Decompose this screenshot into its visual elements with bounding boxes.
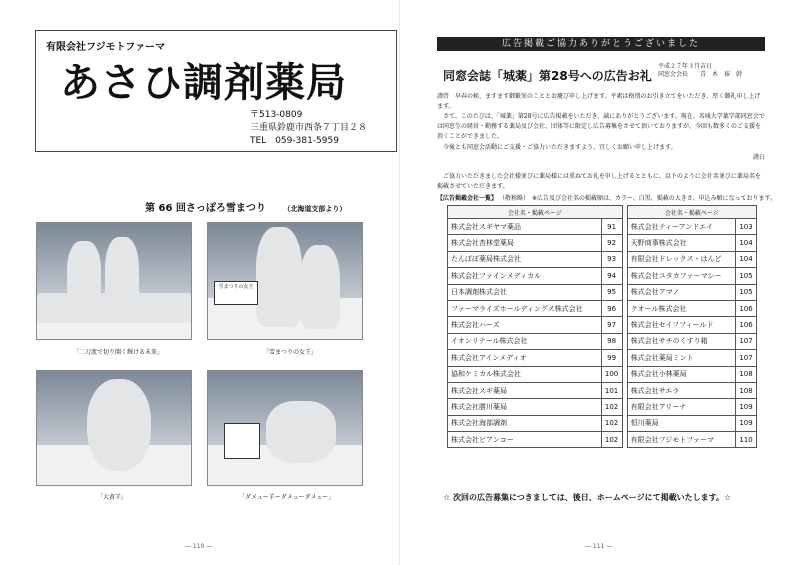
ad-contact-block bbox=[250, 109, 367, 148]
ad-pharmacy-name: あさひ調剤薬局 bbox=[60, 60, 347, 106]
page-number-left: 91 bbox=[601, 219, 622, 235]
snow-sculpture-photo-3 bbox=[36, 370, 192, 486]
page-number-right: 107 bbox=[736, 333, 757, 349]
company-name-right: 株式会社サチのくすり箱 bbox=[627, 333, 735, 349]
company-name-right: 有限会社ドレックス・はんど bbox=[627, 251, 735, 267]
company-name-right: 恒川薬局 bbox=[627, 415, 735, 431]
page-number-right: 108 bbox=[736, 366, 757, 382]
company-name-right: 株式会社セイフフィールド bbox=[627, 317, 735, 333]
right-page-number: ― 111 ― bbox=[585, 543, 613, 550]
date-signature-block bbox=[658, 63, 742, 79]
date-line: 平成２７年３月吉日 bbox=[658, 63, 713, 70]
company-name-left: 株式会社ファインメディカル bbox=[448, 268, 602, 284]
page-number-right: 108 bbox=[736, 382, 757, 398]
company-name-right: 天野商事株式会社 bbox=[627, 235, 735, 251]
company-name-right: クオール株式会社 bbox=[627, 300, 735, 316]
page-number-left: 94 bbox=[601, 268, 622, 284]
list-label: 【広告掲載会社一覧】 bbox=[437, 195, 498, 202]
table-row bbox=[448, 333, 757, 349]
footer-note: ☆ 次回の広告募集につきましては、後日、ホームページにて掲載いたします。☆ bbox=[443, 493, 732, 502]
table-row bbox=[448, 432, 757, 448]
page-number-right: 105 bbox=[736, 268, 757, 284]
snow-sculpture-photo-4 bbox=[207, 370, 363, 486]
page-number-left: 92 bbox=[601, 235, 622, 251]
company-name-left: たんぽぽ薬局株式会社 bbox=[448, 251, 602, 267]
table-row bbox=[448, 284, 757, 300]
page-number-left: 102 bbox=[601, 432, 622, 448]
photo-caption-3: 「大黄羊」 bbox=[97, 494, 128, 501]
table-row bbox=[448, 235, 757, 251]
pharmacy-advertisement bbox=[35, 30, 397, 152]
signature-line: 同窓会会長 青 木 裕 幹 bbox=[658, 71, 743, 78]
company-name-left: 株式会社スギ薬局 bbox=[448, 382, 602, 398]
company-name-left: 株式会社ピアンコー bbox=[448, 432, 602, 448]
snow-sculpture-photo-2 bbox=[207, 222, 363, 340]
photo-caption-2: 「雪まつりの女王」 bbox=[263, 349, 318, 356]
listing-intro-paragraph: ご協力いただきました会社様並びに薬局様には重ねてお礼を申し上げるとともに、以下のように会社名並びに薬局名を掲載させていただきます。 bbox=[437, 173, 761, 190]
thanks-banner: 広告掲載ご協力ありがとうございました bbox=[437, 37, 765, 51]
page-number-left: 102 bbox=[601, 399, 622, 415]
company-name-right: 有限会社フジモトファーマ bbox=[627, 432, 735, 448]
company-name-right: 株式会社薬局ミント bbox=[627, 350, 735, 366]
page-number-right: 109 bbox=[736, 415, 757, 431]
company-name-right: 株式会社ユタカファーマシー bbox=[627, 268, 735, 284]
company-name-left: ファーマライズホールディングス株式会社 bbox=[448, 300, 602, 316]
page-number-right: 107 bbox=[736, 350, 757, 366]
company-name-left: イオンリテール株式会社 bbox=[448, 333, 602, 349]
company-name-left: 株式会社勝川薬局 bbox=[448, 399, 602, 415]
page-number-left: 95 bbox=[601, 284, 622, 300]
company-name-right: 株式会社サエラ bbox=[627, 382, 735, 398]
page-number-left: 93 bbox=[601, 251, 622, 267]
table-row bbox=[448, 382, 757, 398]
page-number-right: 106 bbox=[736, 317, 757, 333]
list-note: （敬称略） ※広告及び会社名の掲載順は、カラー、白黒、掲載の大きさ、申込み順になっております。 bbox=[498, 195, 777, 202]
photo-caption-4: 「ダメュー羊ーダメューダメュー」 bbox=[239, 494, 335, 501]
greeting-paragraph: 謹啓 早春の候、ますます御繁栄のこととお慶び申し上げます。平素は格別のお引き立てをいただき、厚く御礼申し上げます。 bbox=[437, 93, 761, 110]
table-row bbox=[448, 366, 757, 382]
company-name-left: 日本調剤株式会社 bbox=[448, 284, 602, 300]
thanks-title: 同窓会誌「城薬」第28号への広告お礼 bbox=[443, 69, 652, 83]
table-row bbox=[448, 219, 757, 235]
ad-address: 三重県鈴鹿市西条７丁目２８ bbox=[250, 123, 368, 133]
page-number-left: 99 bbox=[601, 350, 622, 366]
company-name-right: 株式会社アマノ bbox=[627, 284, 735, 300]
table-row bbox=[448, 268, 757, 284]
sign-board bbox=[224, 423, 260, 459]
page-number-right: 104 bbox=[736, 251, 757, 267]
page-number-right: 110 bbox=[736, 432, 757, 448]
page-number-left: 97 bbox=[601, 317, 622, 333]
closing-word: 謹白 bbox=[752, 154, 765, 161]
right-page bbox=[400, 0, 800, 565]
page-number-right: 103 bbox=[736, 219, 757, 235]
ad-telephone: TEL 059-381-5959 bbox=[250, 136, 339, 146]
company-name-left: 株式会社ハーズ bbox=[448, 317, 602, 333]
table-header-row bbox=[448, 206, 757, 219]
table-row bbox=[448, 415, 757, 431]
photo-sign: 雪まつりの女王 bbox=[214, 281, 258, 305]
table-row bbox=[448, 317, 757, 333]
list-label-row bbox=[437, 193, 776, 202]
festival-source: （北海道支部より） bbox=[283, 205, 347, 213]
page-number-right: 109 bbox=[736, 399, 757, 415]
table-row bbox=[448, 350, 757, 366]
company-name-left: 株式会社スギヤマ薬品 bbox=[448, 219, 602, 235]
left-page-number: ― 110 ― bbox=[185, 543, 213, 550]
page-number-right: 106 bbox=[736, 300, 757, 316]
ad-company-name: 有限会社フジモトファーマ bbox=[46, 42, 166, 53]
snow-sculpture-photo-1 bbox=[36, 222, 192, 340]
page-number-right: 104 bbox=[736, 235, 757, 251]
page-number-left: 96 bbox=[601, 300, 622, 316]
page-number-right: 105 bbox=[736, 284, 757, 300]
table-row bbox=[448, 251, 757, 267]
page-number-left: 102 bbox=[601, 415, 622, 431]
request-paragraph: 今後とも同窓会活動にご支援・ご協力いただきますよう、宜しくお願い申し上げます。 bbox=[443, 144, 677, 151]
company-name-right: 株式会社ティーアンドエイ bbox=[627, 219, 735, 235]
festival-heading bbox=[145, 199, 346, 214]
page-number-left: 101 bbox=[601, 382, 622, 398]
table-row bbox=[448, 399, 757, 415]
ad-postal-code: 〒513-0809 bbox=[250, 110, 303, 120]
page-number-left: 98 bbox=[601, 333, 622, 349]
company-name-right: 有限会社アリーナ bbox=[627, 399, 735, 415]
table-header-right: 会社名・掲載ページ bbox=[627, 206, 756, 219]
table-row bbox=[448, 300, 757, 316]
festival-title: 第 66 回さっぽろ雪まつり bbox=[145, 203, 266, 214]
company-name-left: 株式会社アインメディオ bbox=[448, 350, 602, 366]
company-name-left: 株式会社杏林堂薬局 bbox=[448, 235, 602, 251]
photo-caption-1: 「二刀流で切り開く輝ける未来」 bbox=[73, 349, 164, 356]
company-name-left: 協和ケミカル株式会社 bbox=[448, 366, 602, 382]
company-name-left: 株式会社海部調剤 bbox=[448, 415, 602, 431]
thanks-paragraph: さて、このたびは、「城薬」第28号に広告掲載をいただき、誠にありがとうございます。現在、名城大学薬学部同窓会では同窓生の経営・勤務する薬局及び会社、団体等に限定し広告募集をさせて頂いておりますが、今回も数多くのご支援を頂くことができました。 bbox=[437, 113, 765, 140]
table-header-left: 会社名・掲載ページ bbox=[448, 206, 623, 219]
advertiser-table bbox=[447, 205, 757, 448]
page-number-left: 100 bbox=[601, 366, 622, 382]
company-name-right: 株式会社小林薬局 bbox=[627, 366, 735, 382]
